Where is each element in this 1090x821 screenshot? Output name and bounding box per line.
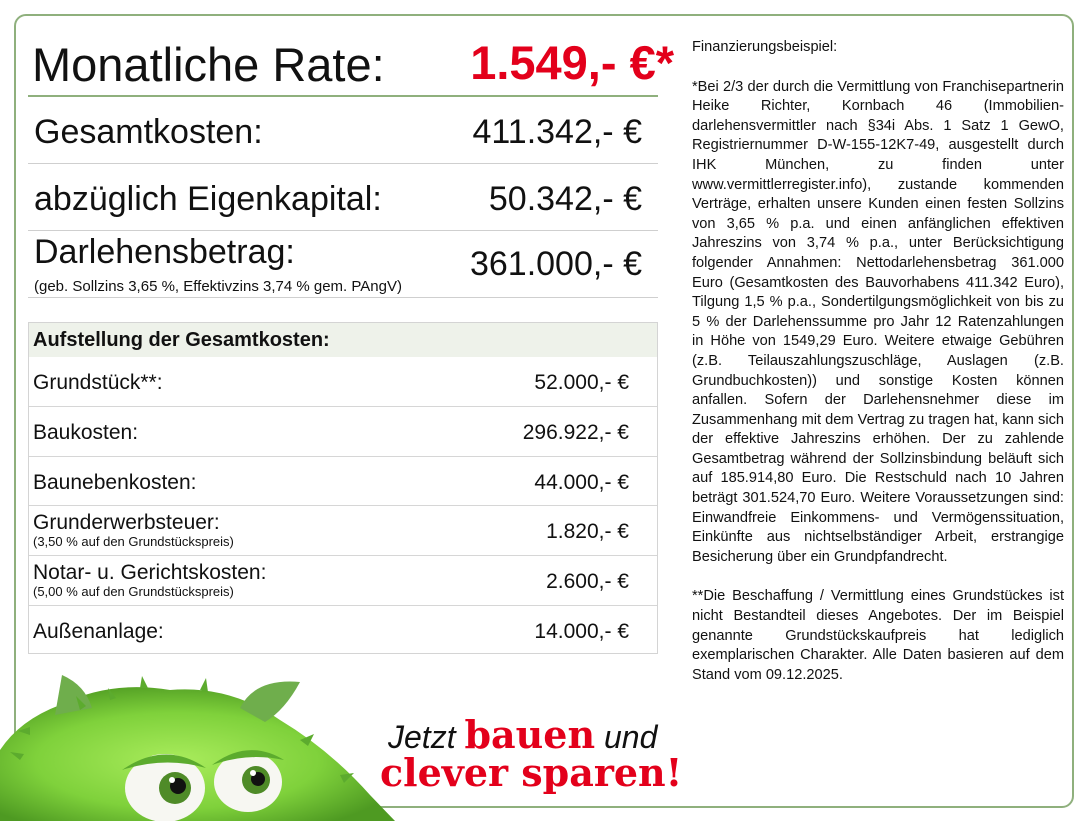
summary-value: 361.000,- €	[469, 245, 642, 283]
table-row	[29, 456, 657, 506]
monthly-rate	[32, 30, 674, 96]
financing-heading: Finanzierungsbeispiel:	[692, 39, 838, 55]
slogan-bauen: bauen	[464, 712, 596, 757]
cost-value: 2.600,- €	[546, 570, 629, 593]
cost-label: Baukosten:	[33, 421, 139, 444]
financing-example	[692, 38, 1064, 685]
cost-value: 44.000,- €	[534, 471, 629, 494]
cost-label: Grundstück**:	[33, 371, 163, 394]
summary-row-loan	[28, 231, 658, 298]
cost-label: Grunderwerbsteuer:	[33, 511, 220, 534]
land-disclaimer: **Die Beschaffung / Vermittlung eines Grundstückes ist nicht Bestandteil dieses Angebotes. Der im Beispiel genannte Grundstückskaufpreis hat lediglich exemplarischen Charakter. Alle Daten basieren auf dem Stand vom 09.12.2025.	[692, 588, 1064, 683]
table-row	[29, 357, 657, 406]
slogan-jetzt: Jetzt	[388, 719, 456, 755]
table-row	[29, 555, 657, 605]
summary-note: (geb. Sollzins 3,65 %, Effektivzins 3,74 % gem. PAngV)	[34, 278, 402, 295]
cost-label: Außenanlage:	[33, 620, 164, 643]
cost-label: Baunebenkosten:	[33, 471, 197, 494]
cost-value: 1.820,- €	[546, 520, 629, 543]
summary-row-total	[28, 97, 658, 164]
cost-value: 14.000,- €	[534, 620, 629, 643]
summary-label: Gesamtkosten:	[34, 113, 263, 151]
summary-row-equity	[28, 164, 658, 231]
green-monster-mascot-icon	[0, 660, 400, 821]
cost-value: 52.000,- €	[534, 371, 629, 394]
table-row	[29, 505, 657, 555]
summary-value: 50.342,- €	[488, 180, 642, 218]
summary-label: abzüglich Eigenkapital:	[34, 180, 382, 218]
cost-table-header	[29, 323, 657, 357]
summary-label: Darlehensbetrag:	[34, 233, 295, 271]
summary-value: 411.342,- €	[472, 113, 642, 151]
cost-label: Notar- u. Gerichtskosten:	[33, 561, 267, 584]
cost-table	[28, 322, 658, 654]
cost-table-title: Aufstellung der Gesamtkosten:	[33, 329, 330, 351]
table-row	[29, 406, 657, 456]
table-row	[29, 605, 657, 655]
financing-paragraph: *Bei 2/3 der durch die Vermittlung von Franchisepartnerin Heike Richter, Kornbach 46 (Immobiliendarlehensvermittler nach §34i Abs. 1 Satz 1 GewO, Registriernummer D-W-155-12K7-49, ausgestellt durch IHK München, zu finden unter www.vermittlerregister.info), zustande kommenden Verträge, erhalten unsere Kunden einen festen Sollzins von 3,65 % p.a. und einen anfänglichen effektiven Jahreszins von 3,74 % p.a., unter Berücksichtigung folgender Annahmen: Nettodarlehensbetrag 361.000 Euro (Gesamtkosten des Bauvorhabens 411.342 Euro), Tilgung 1,5 % p.a., Sondertilgungsmöglichkeit von bis zu 5 % der Darlehenssumme pro Jahr 12 Ratenzahlungen in Höhe von 1549,29 Euro. Weitere etwaige Gebühren (z.B. Teilauszahlungszuschläge, Auslagen (z.B. Grundbuchkosten)) und sonstige Kosten können anfallen. Sofern der Darlehensnehmer diese im Zusammenhang mit dem Vertrag zu tragen hat, kann sich der effektive Jahreszins erhöhen. Der zu zahlende Gesamtbetrag während der Sollzinsbindung beläuft sich auf 185.914,80 Euro. Die Restschuld nach 10 Jahren beträgt 301.524,70 Euro. Weitere Voraussetzungen sind: Einwandfreie Einkommens- und Vermögenssituation, Einkünfte aus nichtselbständiger Arbeit, erstrangige Besicherung über ein Grundpfandrecht.	[692, 78, 1064, 565]
cost-note: (3,50 % auf den Grundstückspreis)	[33, 534, 234, 549]
monthly-rate-value: 1.549,- €*	[470, 36, 674, 89]
cost-note: (5,00 % auf den Grundstückspreis)	[33, 584, 234, 599]
slogan-und: und	[603, 719, 658, 755]
slogan-line-2: clever sparen!	[380, 750, 683, 795]
monthly-rate-label: Monatliche Rate:	[32, 38, 385, 91]
cost-value: 296.922,- €	[522, 421, 629, 444]
